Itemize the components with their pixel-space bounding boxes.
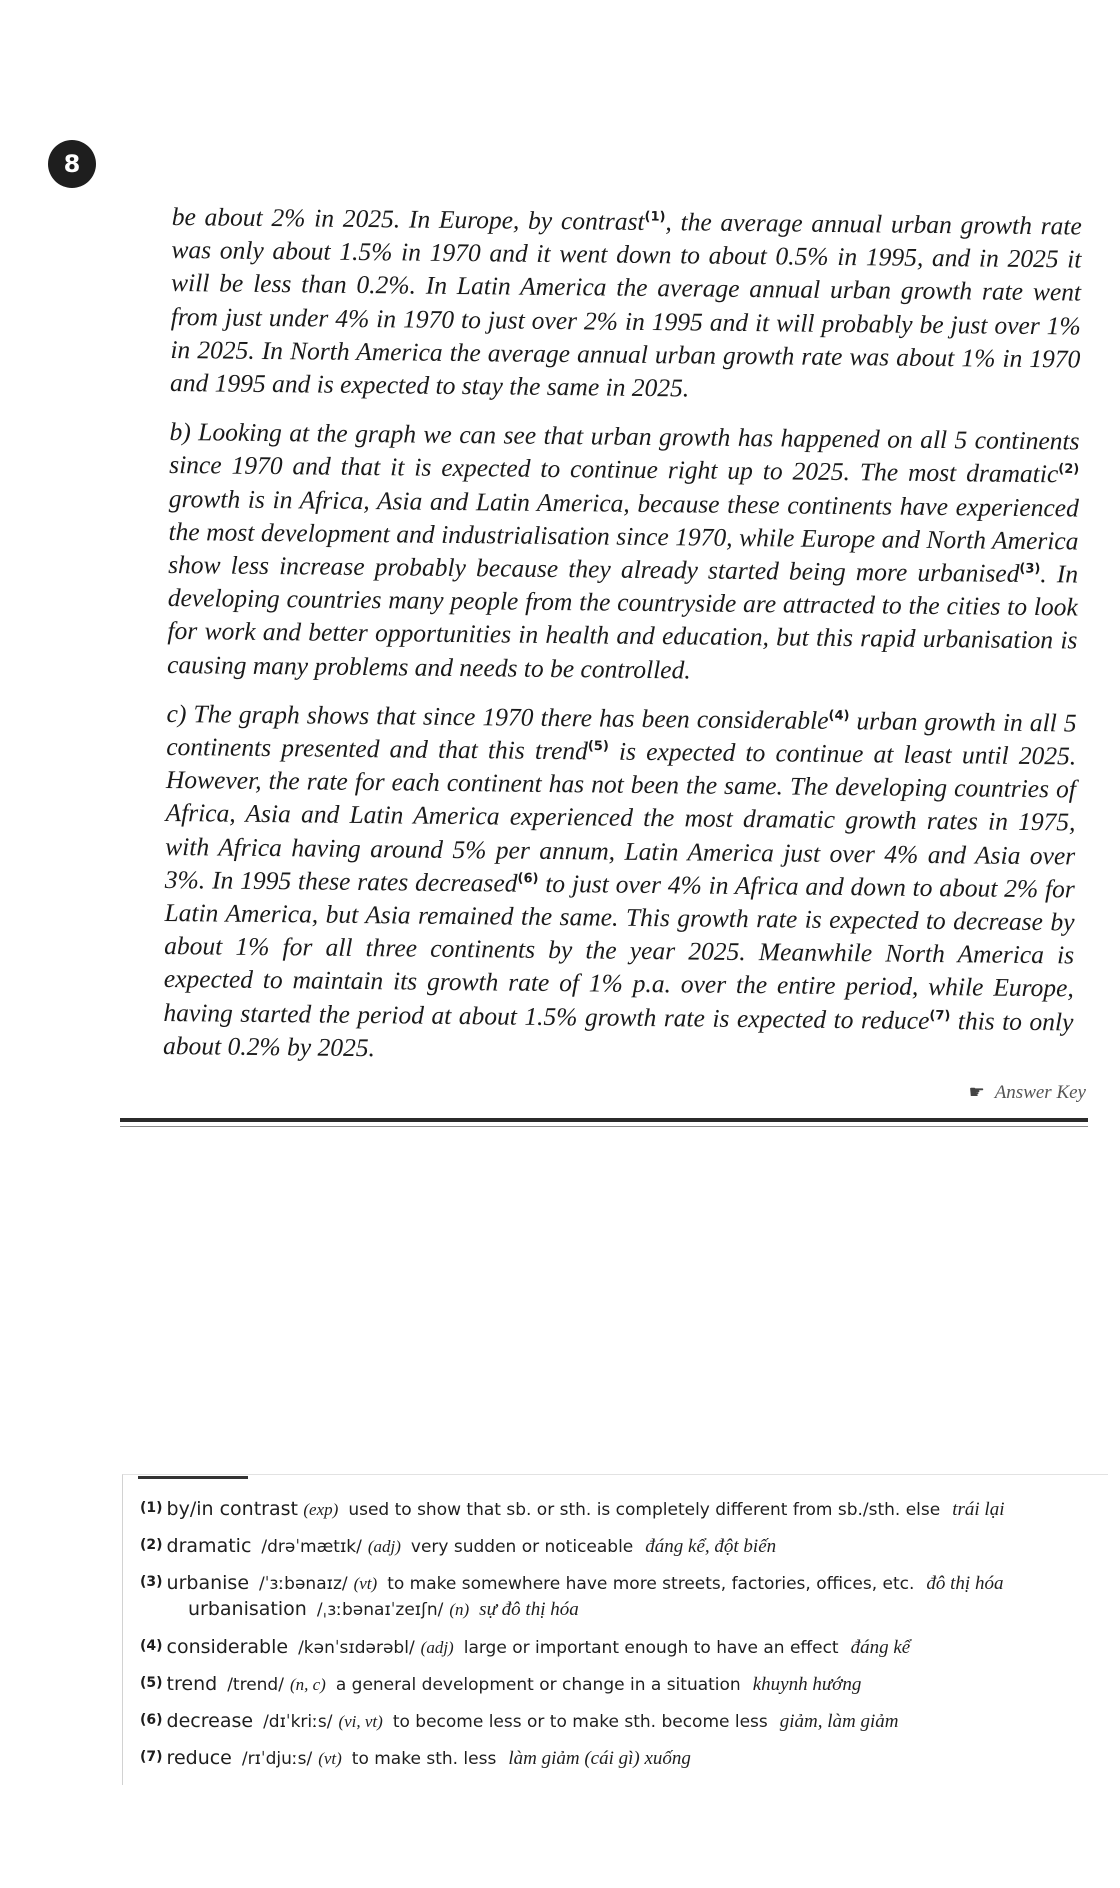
footnote-term: decrease <box>166 1710 254 1732</box>
footnote-ref-4: (4) <box>828 708 850 724</box>
footnote-7 <box>140 1747 1100 1784</box>
footnote-term: trend <box>166 1673 218 1695</box>
footnote-ipa: /dɪˈkriːs/ <box>263 1712 333 1732</box>
footnote-pos: (adj) <box>420 1638 454 1657</box>
footnote-pos: (vt) <box>353 1574 378 1593</box>
footnote-pos: (exp) <box>303 1500 339 1519</box>
footnote-translation: làm giảm (cái gì) xuống <box>508 1748 691 1769</box>
footnote-translation: giảm, làm giảm <box>779 1711 899 1732</box>
text-run: this to only about 0.2% by 2025. <box>162 1005 1074 1063</box>
footnote-definition: a general development or change in a situation <box>335 1675 741 1695</box>
footnote-definition: very sudden or noticeable <box>410 1537 634 1557</box>
answer-text <box>163 200 1082 1088</box>
footnote-5 <box>140 1673 1100 1710</box>
footnote-translation: trái lại <box>952 1499 1005 1520</box>
footnote-translation: đô thị hóa <box>926 1573 1004 1594</box>
section-divider-thin <box>120 1126 1088 1127</box>
text-run: urban growth in all 5 continents presented and that this trend <box>166 705 1077 766</box>
footnote-term: dramatic <box>166 1535 252 1557</box>
footnote-pos: (n) <box>449 1600 470 1619</box>
text-run: b) Looking at the graph we can see that urban growth has happened on all 5 continents since 1970 and that it is expected to continue right up to 2025. The most dramatic <box>169 417 1080 489</box>
footnote-definition: large or important enough to have an effect <box>463 1638 839 1658</box>
footnote-translation: sự đô thị hóa <box>479 1599 579 1620</box>
footnote-translation: khuynh hướng <box>752 1674 862 1695</box>
footnote-term: urbanise <box>166 1572 250 1594</box>
text-run: c) The graph shows that since 1970 there has been considerable <box>166 698 829 735</box>
footnote-number: (7) <box>140 1749 163 1765</box>
footnote-translation: đáng kể <box>850 1637 911 1658</box>
footnote-term: by/in contrast <box>166 1498 298 1520</box>
footnote-number: (2) <box>140 1537 163 1553</box>
footnote-number: (1) <box>140 1500 163 1516</box>
footnote-pos: (vt) <box>318 1749 342 1768</box>
answer-key-label <box>969 1082 1086 1104</box>
section-divider <box>120 1118 1088 1122</box>
paragraph-b <box>167 415 1080 690</box>
footnote-term: considerable <box>166 1636 289 1658</box>
footnote-ref-5: (5) <box>587 738 609 755</box>
text-run: be about 2% in 2025. In Europe, by contrast <box>171 201 645 236</box>
text-run: growth is in Africa, Asia and Latin America, because these continents have experienced the most development and industrialisation since 1970, while Europe and North America show less increase probably because they already started being more urbanised <box>168 483 1079 588</box>
footnote-ref-1: (1) <box>644 209 666 225</box>
footnote-pos: (vi, vt) <box>338 1712 383 1731</box>
footnote-term: reduce <box>166 1747 232 1769</box>
text-run: , the average annual urban growth rate was only about 1.5% in 1970 and it went down to about 0.5% in 1995, and in 2025 it will be less than 0.2%. In Latin America the average annual urban growth rate went from just under 4% in 1970 to just over 2% in 1995 and it will probably be just over 1% in 2025. In North America the average annual urban growth rate was about 1% in 1970 and 1995 and is expected to stay the same in 2025. <box>169 207 1082 403</box>
footnote-1 <box>140 1498 1100 1535</box>
text-run: is expected to continue at least until 2025. However, the rate for each continent has not been the same. The developing countries of Africa, Asia and Latin America experienced the most dramatic growth rates in 1975, with Africa having around 5% per annum, Latin America just over 4% and Asia over 3%. In 1995 these rates decreased <box>164 736 1077 898</box>
footnote-number: (5) <box>140 1675 163 1691</box>
footnote-ipa: /ˈɜːbənaɪz/ <box>259 1574 348 1594</box>
footnote-ipa: /drəˈmætɪk/ <box>261 1537 362 1557</box>
footnotes <box>140 1498 1100 1784</box>
footnote-pos: (adj) <box>367 1537 401 1556</box>
footnote-ref-6: (6) <box>517 871 539 887</box>
answer-key-text: Answer Key <box>994 1082 1086 1103</box>
pointing-hand-icon: ☛ <box>968 1082 985 1102</box>
footnote-2 <box>140 1535 1100 1572</box>
text-run: . In developing countries many people from the countryside are attracted to the cities to look for work and better opportunities in health and education, but this rapid urbanisation is causing many problems and needs to be controlled. <box>166 559 1079 685</box>
page-number: 8 <box>63 150 81 178</box>
footnote-rule <box>138 1476 248 1479</box>
footnote-number: (4) <box>140 1638 163 1654</box>
footnote-6 <box>140 1710 1100 1747</box>
footnote-3-subentry <box>188 1598 1100 1621</box>
footnote-term: urbanisation <box>188 1598 307 1620</box>
footnote-ipa: /kənˈsɪdərəbl/ <box>298 1638 415 1658</box>
footnote-ipa: /trend/ <box>227 1675 284 1695</box>
footnote-definition: used to show that sb. or sth. is completely different from sb./sth. else <box>348 1500 941 1520</box>
footnote-pos: (n, c) <box>289 1675 326 1694</box>
footnote-ipa: /rɪˈdjuːs/ <box>241 1749 313 1769</box>
footnote-translation: đáng kể, đột biến <box>645 1536 777 1557</box>
footnote-3 <box>140 1572 1100 1636</box>
footnote-number: (3) <box>140 1574 163 1590</box>
footnote-4 <box>140 1636 1100 1673</box>
text-run: to just over 4% in Africa and down to about 2% for Latin America, but Asia remained the same. This growth rate is expected to decrease by about 1% for all three continents by the year 2025. Meanwhile North America is expected to maintain its growth rate of 1% p.a. over the entire period, while Europe, having started the period at about 1.5% growth rate is expected to reduce <box>163 868 1075 1035</box>
footnote-ref-7: (7) <box>929 1008 951 1024</box>
footnote-ipa: /ˌɜːbənaɪˈzeɪʃn/ <box>316 1600 444 1620</box>
footnote-ref-2: (2) <box>1058 462 1080 478</box>
paragraph-c <box>163 697 1077 1072</box>
paragraph-a-continued <box>170 200 1082 409</box>
footnote-definition: to make somewhere have more streets, factories, offices, etc. <box>387 1574 915 1594</box>
footnote-ref-3: (3) <box>1019 561 1041 577</box>
footnote-number: (6) <box>140 1712 163 1728</box>
page-number-badge <box>48 140 96 188</box>
footnote-definition: to make sth. less <box>351 1749 497 1769</box>
footnote-definition: to become less or to make sth. become less <box>392 1712 768 1732</box>
